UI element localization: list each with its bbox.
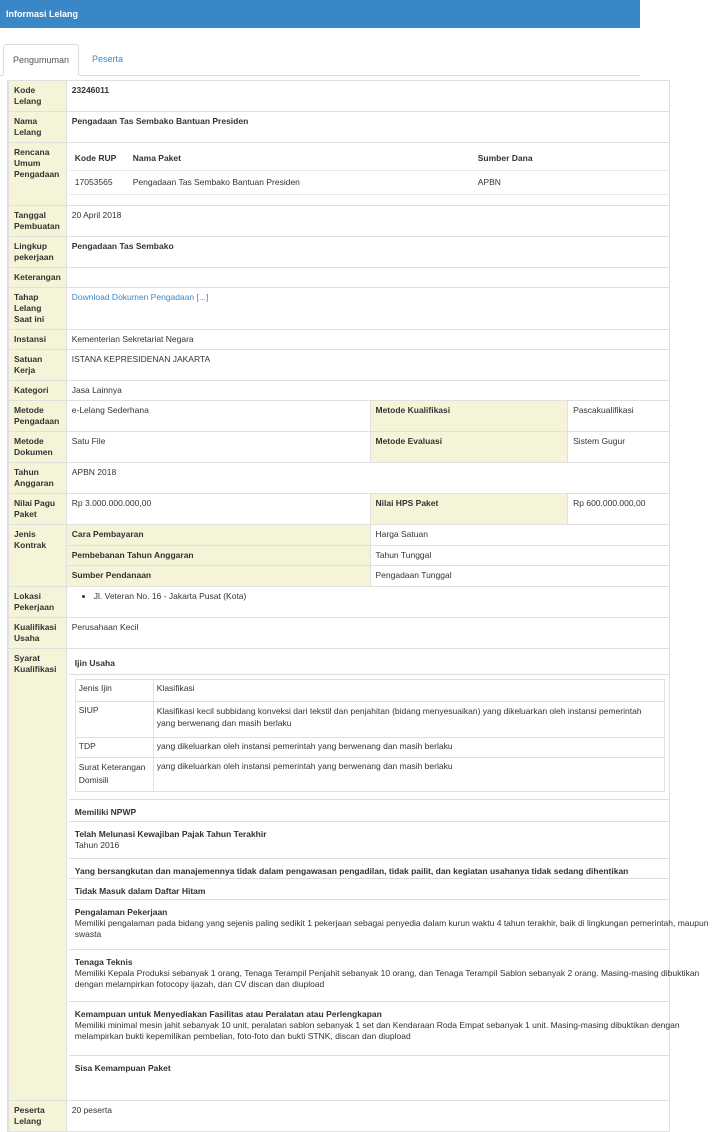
- pengalaman-section: [69, 900, 709, 950]
- field-label: Metode Pengadaan: [9, 401, 67, 432]
- row-jenis-kontrak-1: [9, 525, 670, 546]
- lokasi-item: • Jl. Veteran No. 16 - Jakarta Pusat (Kota): [94, 591, 664, 602]
- row-jenis-kontrak-2: [9, 546, 670, 566]
- field-label: Lokasi Pekerjaan: [9, 587, 67, 618]
- row-syarat: [9, 649, 670, 1101]
- row-jenis-kontrak-3: [9, 566, 670, 587]
- field-label: Kategori: [9, 381, 67, 401]
- field-value: ISTANA KEPRESIDENAN JAKARTA: [66, 350, 669, 381]
- ijin-usaha-heading: Ijin Usaha: [74, 658, 115, 668]
- npwp-section: [69, 800, 669, 822]
- ijin-col-jenis: Jenis Ijin: [75, 680, 153, 702]
- pajak-section: [69, 822, 669, 859]
- rup-header-row: [69, 147, 669, 171]
- kontrak-value: Tahun Tunggal: [370, 546, 669, 566]
- info-table: [8, 80, 709, 1132]
- rup-kode: 17053565: [69, 171, 127, 195]
- row-keterangan: [9, 268, 670, 288]
- field-label: Tanggal Pembuatan: [9, 206, 67, 237]
- syarat-cell: [66, 649, 709, 1101]
- tab-bar: [0, 44, 640, 76]
- kontrak-key: Sumber Pendanaan: [66, 566, 370, 587]
- field-value: Pengadaan Tas Sembako: [66, 237, 669, 268]
- row-kode-lelang: [9, 81, 670, 112]
- field-value: Rp 3.000.000.000,00: [66, 494, 370, 525]
- kontrak-key: Pembebanan Tahun Anggaran: [66, 546, 370, 566]
- ijin-row: [75, 758, 664, 792]
- kontrak-key: Cara Pembayaran: [66, 525, 370, 546]
- ijin-row: [75, 738, 664, 758]
- ijin-usaha-title: [69, 651, 669, 675]
- kontrak-value: Harga Satuan: [370, 525, 669, 546]
- info-panel: [7, 80, 709, 1132]
- rup-col-kode: Kode RUP: [69, 147, 127, 171]
- row-nama-lelang: [9, 112, 670, 143]
- sisa-section: [69, 1056, 669, 1086]
- field-label: Nama Lelang: [9, 112, 67, 143]
- lokasi-list: [94, 591, 664, 602]
- tab-peserta[interactable]: Peserta: [92, 54, 124, 64]
- pajak-heading: Telah Melunasi Kewajiban Pajak Tahun Terakhir: [74, 829, 267, 839]
- ijin-row: [75, 702, 664, 738]
- field-label: Kode Lelang: [9, 81, 67, 112]
- field-value: Perusahaan Kecil: [66, 618, 669, 649]
- field-label: Keterangan: [9, 268, 67, 288]
- ijin-usaha-section: [69, 675, 669, 800]
- teknis-heading: Tenaga Teknis: [74, 957, 133, 967]
- header-bar: [0, 0, 640, 28]
- field-label: Peserta Lelang: [9, 1101, 67, 1132]
- row-satker: [9, 350, 670, 381]
- field-label: Kualifikasi Usaha: [9, 618, 67, 649]
- ijin-header-row: [75, 680, 664, 702]
- field-value-2: Pascakualifikasi: [568, 401, 670, 432]
- kontrak-value: Pengadaan Tunggal: [370, 566, 669, 587]
- row-kategori: [9, 381, 670, 401]
- ijin-jenis: TDP: [75, 738, 153, 758]
- rup-data-row: [69, 171, 669, 195]
- field-value: 20 peserta: [66, 1101, 669, 1132]
- ijin-klas: Klasifikasi kecil subbidang konveksi dari tekstil dan penjahitan (bidang menyesuaikan) yang dikeluarkan oleh instansi pemerintah yang berwenang dan masih berlaku: [153, 702, 664, 738]
- field-value: e-Lelang Sederhana: [66, 401, 370, 432]
- rup-col-nama: Nama Paket: [127, 147, 472, 171]
- sisa-heading: Sisa Kemampuan Paket: [74, 1063, 171, 1073]
- row-tanggal: [9, 206, 670, 237]
- field-label: Jenis Kontrak: [9, 525, 67, 587]
- rup-nama: Pengadaan Tas Sembako Bantuan Presiden: [127, 171, 472, 195]
- pajak-value: Tahun 2016: [74, 840, 120, 850]
- page-title: Informasi Lelang: [6, 9, 79, 19]
- row-tahun: [9, 463, 670, 494]
- lokasi-cell: [66, 587, 669, 618]
- field-label-2: Metode Kualifikasi: [370, 401, 568, 432]
- field-value: Pengadaan Tas Sembako Bantuan Presiden: [66, 112, 669, 143]
- tab-pengumuman[interactable]: Pengumuman: [3, 44, 79, 76]
- field-label: Rencana Umum Pengadaan: [9, 143, 67, 206]
- field-label: Satuan Kerja: [9, 350, 67, 381]
- rup-sumber: APBN: [472, 171, 669, 195]
- field-label: Tahap Lelang Saat ini: [9, 288, 67, 330]
- field-value: 20 April 2018: [66, 206, 669, 237]
- field-label: Syarat Kualifikasi: [9, 649, 67, 1101]
- fasilitas-section: [69, 1002, 680, 1056]
- field-value: Satu File: [66, 432, 370, 463]
- ijin-col-klas: Klasifikasi: [153, 680, 664, 702]
- row-metode-pengadaan: [9, 401, 670, 432]
- rup-col-sumber: Sumber Dana: [472, 147, 669, 171]
- ijin-jenis: Surat Keterangan Domisili: [75, 758, 153, 792]
- teknis-value: Memiliki Kepala Produksi sebanyak 1 orang, Tenaga Terampil Penjahit sebanyak 10 orang, dan Tenaga Terampil Sablon sebanyak 2 orang. Masing-masing dibuktikan dengan melampirkan fotocopy ijazah, dan CV discan dan diupload: [74, 968, 700, 989]
- fasilitas-value: Memiliki minimal mesin jahit sebanyak 10 unit, peralatan sablon sebanyak 1 set dan Kendaraan Roda Empat sebanyak 1 unit. Masing-masing dibuktikan dengan melampirkan bukti kepemilikan pembelian, foto-foto dan bukti STNK, discan dan diupload: [74, 1020, 680, 1041]
- teknis-section: [69, 950, 700, 1002]
- row-pagu: [9, 494, 670, 525]
- npwp-heading: Memiliki NPWP: [74, 807, 137, 817]
- pengawasan-section: [69, 859, 669, 879]
- field-value: Jasa Lainnya: [66, 381, 669, 401]
- tahap-link[interactable]: Download Dokumen Pengadaan [...]: [66, 288, 669, 330]
- field-label: Metode Dokumen: [9, 432, 67, 463]
- row-kualifikasi-usaha: [9, 618, 670, 649]
- rup-table: [69, 147, 669, 195]
- row-tahap: [9, 288, 670, 330]
- field-label: Tahun Anggaran: [9, 463, 67, 494]
- rup-cell: [66, 143, 669, 206]
- row-peserta: [9, 1101, 670, 1132]
- pengalaman-heading: Pengalaman Pekerjaan: [74, 907, 168, 917]
- row-metode-dokumen: [9, 432, 670, 463]
- ijin-table: [75, 679, 665, 792]
- ijin-klas: yang dikeluarkan oleh instansi pemerintah yang berwenang dan masih berlaku: [153, 738, 664, 758]
- row-lokasi: [9, 587, 670, 618]
- field-value: [66, 268, 669, 288]
- field-label: Lingkup pekerjaan: [9, 237, 67, 268]
- field-value-2: Rp 600.000.000,00: [568, 494, 670, 525]
- fasilitas-heading: Kemampuan untuk Menyediakan Fasilitas atau Peralatan atau Perlengkapan: [74, 1009, 382, 1019]
- field-value: APBN 2018: [66, 463, 669, 494]
- field-label-2: Nilai HPS Paket: [370, 494, 568, 525]
- field-value: 23246011: [66, 81, 669, 112]
- ijin-klas: yang dikeluarkan oleh instansi pemerintah yang berwenang dan masih berlaku: [153, 758, 664, 792]
- field-label-2: Metode Evaluasi: [370, 432, 568, 463]
- ijin-jenis: SIUP: [75, 702, 153, 738]
- row-lingkup: [9, 237, 670, 268]
- field-value-2: Sistem Gugur: [568, 432, 670, 463]
- row-rup: [9, 143, 670, 206]
- field-label: Nilai Pagu Paket: [9, 494, 67, 525]
- pengawasan-heading: Yang bersangkutan dan manajemennya tidak dalam pengawasan pengadilan, tidak pailit, dan kegiatan usahanya tidak sedang dihentikan: [74, 866, 629, 876]
- field-value: Kementerian Sekretariat Negara: [66, 330, 669, 350]
- field-label: Instansi: [9, 330, 67, 350]
- row-instansi: [9, 330, 670, 350]
- daftar-hitam-heading: Tidak Masuk dalam Daftar Hitam: [74, 886, 206, 896]
- daftar-hitam-section: [69, 879, 669, 900]
- pengalaman-value: Memiliki pengalaman pada bidang yang sejenis paling sedikit 1 pekerjaan sebagai penyedia dalam kurun waktu 4 tahun terakhir, baik di lingkungan pemerintah, maupun swasta: [74, 918, 709, 939]
